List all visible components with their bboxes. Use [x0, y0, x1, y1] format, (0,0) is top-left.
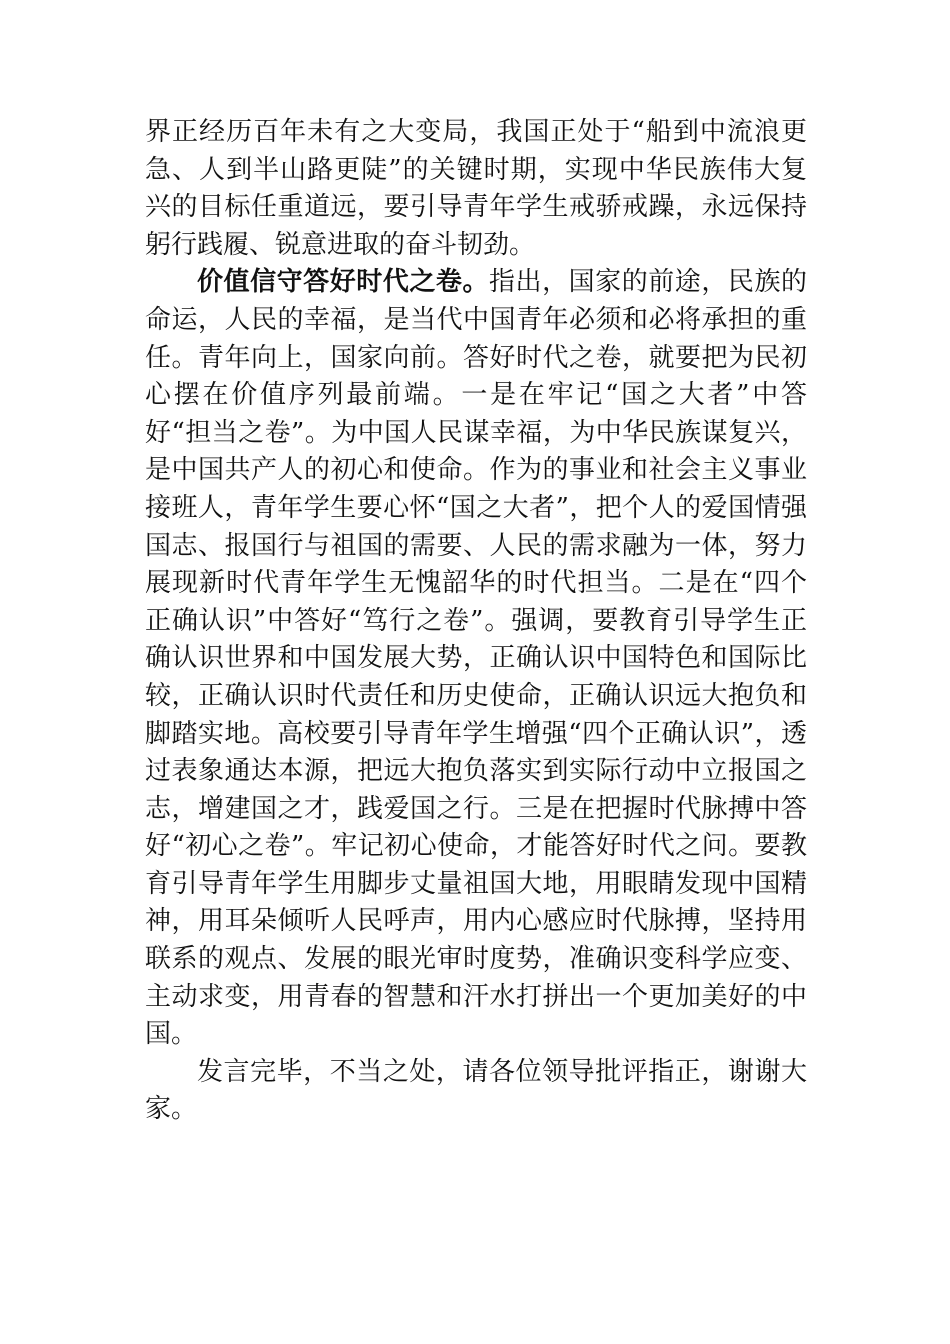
- paragraph-closing: [145, 1054, 807, 1129]
- paragraph-text: 指出，国家的前途，民族的命运，人民的幸福，是当代中国青年必须和必将承担的重任。青年向上，国家向前。答好时代之卷，就要把为民初心摆在价值序列最前端。一是在牢记“国之大者”中答好“担当之卷”。为中国人民谋幸福，为中华民族谋复兴，是中国共产人的初心和使命。作为的事业和社会主义事业接班人，青年学生要心怀“国之大者”，把个人的爱国情强国志、报国行与祖国的需要、人民的需求融为一体，努力展现新时代青年学生无愧韶华的时代担当。二是在“四个正确认识”中答好“笃行之卷”。强调，要教育引导学生正确认识世界和中国发展大势，正确认识中国特色和国际比较，正确认识时代责任和历史使命，正确认识远大抱负和脚踏实地。高校要引导青年学生增强“四个正确认识”，透过表象通达本源，把远大抱负落实到实际行动中立报国之志，增建国之才，践爱国之行。三是在把握时代脉搏中答好“初心之卷”。牢记初心使命，才能答好时代之问。要教育引导青年学生用脚步丈量祖国大地，用眼睛发现中国精神，用耳朵倾听人民呼声，用内心感应时代脉搏，坚持用联系的观点、发展的眼光审时度势，准确识变科学应变、主动求变，用青春的智慧和汗水打拼出一个更加美好的中国。: [145, 267, 807, 1050]
- paragraph-values: [145, 264, 807, 1053]
- document-page: [145, 114, 807, 1129]
- paragraph-text: 界正经历百年未有之大变局，我国正处于“船到中流浪更急、人到半山路更陡”的关键时期，实现中华民族伟大复兴的目标任重道远，要引导青年学生戒骄戒躁，永远保持躬行践履、锐意进取的奋斗韧劲。: [145, 117, 807, 260]
- section-heading: 价值信守答好时代之卷。: [197, 267, 489, 298]
- paragraph-text: 发言完毕，不当之处，请各位领导批评指正，谢谢大家。: [145, 1056, 807, 1125]
- paragraph-continuation: [145, 114, 807, 264]
